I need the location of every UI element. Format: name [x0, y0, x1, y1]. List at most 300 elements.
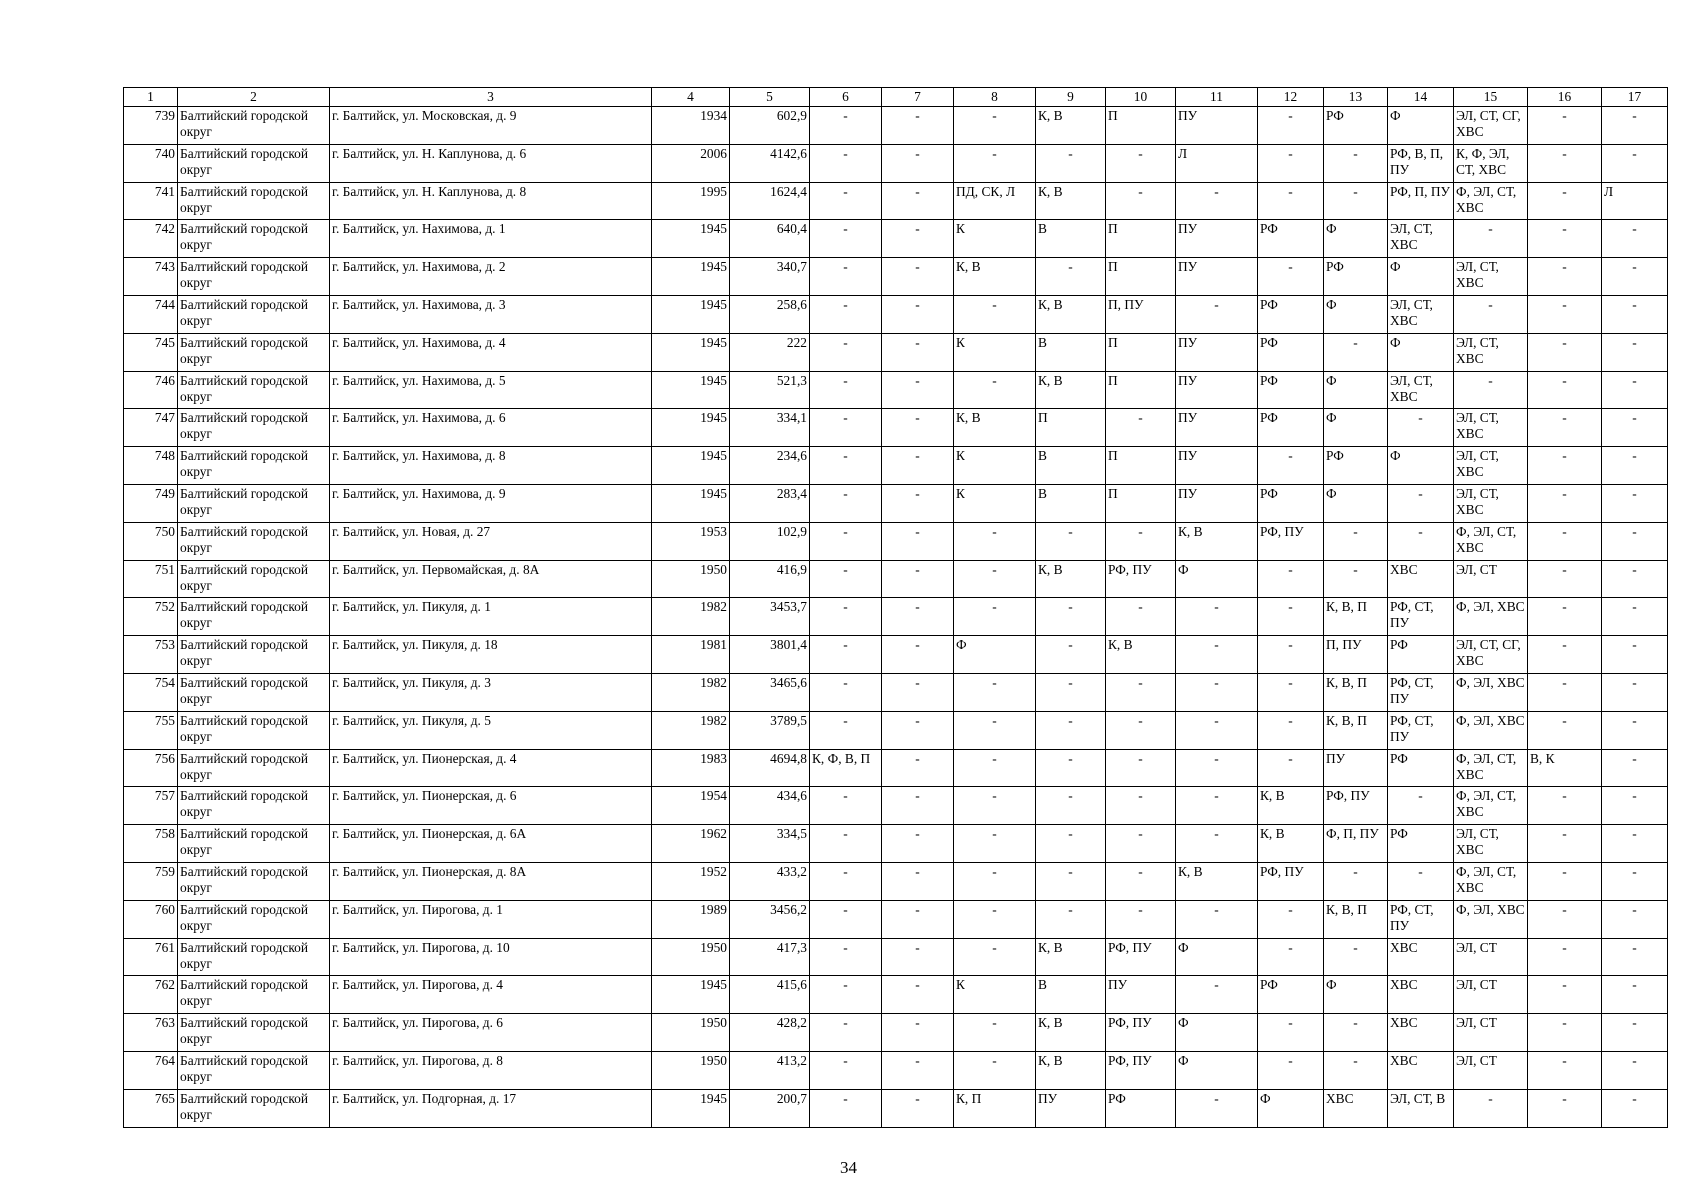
cell-col-12: - — [1258, 182, 1324, 220]
cell-col-11: ПУ — [1176, 107, 1258, 145]
cell-col-15: ЭЛ, СТ, ХВС — [1454, 258, 1528, 296]
cell-col-6: - — [810, 598, 882, 636]
cell-col-9: - — [1036, 598, 1106, 636]
cell-col-13: Ф — [1324, 220, 1388, 258]
cell-col-9: К, В — [1036, 371, 1106, 409]
cell-col-1: 753 — [124, 636, 178, 674]
cell-col-5: 640,4 — [730, 220, 810, 258]
cell-col-11: К, В — [1176, 522, 1258, 560]
cell-col-9: - — [1036, 900, 1106, 938]
cell-col-8: - — [954, 787, 1036, 825]
cell-col-2: Балтийский городской округ — [178, 1051, 330, 1089]
cell-col-15: Ф, ЭЛ, СТ, ХВС — [1454, 862, 1528, 900]
cell-col-2: Балтийский городской округ — [178, 862, 330, 900]
cell-col-11: - — [1176, 825, 1258, 863]
cell-col-17: - — [1602, 900, 1668, 938]
cell-col-14: ЭЛ, СТ, В — [1388, 1089, 1454, 1127]
cell-col-5: 434,6 — [730, 787, 810, 825]
cell-col-16: - — [1528, 598, 1602, 636]
cell-col-14: РФ, СТ, ПУ — [1388, 673, 1454, 711]
cell-col-9: - — [1036, 258, 1106, 296]
cell-col-16: - — [1528, 673, 1602, 711]
cell-col-11: Л — [1176, 144, 1258, 182]
cell-col-5: 1624,4 — [730, 182, 810, 220]
cell-col-1: 761 — [124, 938, 178, 976]
cell-col-3: г. Балтийск, ул. Пикуля, д. 18 — [330, 636, 652, 674]
cell-col-15: - — [1454, 295, 1528, 333]
cell-col-5: 3465,6 — [730, 673, 810, 711]
cell-col-6: - — [810, 522, 882, 560]
cell-col-12: - — [1258, 447, 1324, 485]
cell-col-9: - — [1036, 673, 1106, 711]
cell-col-12: - — [1258, 636, 1324, 674]
cell-col-17: - — [1602, 1014, 1668, 1052]
cell-col-2: Балтийский городской округ — [178, 673, 330, 711]
cell-col-1: 746 — [124, 371, 178, 409]
cell-col-10: РФ, ПУ — [1106, 938, 1176, 976]
cell-col-12: - — [1258, 938, 1324, 976]
cell-col-4: 1981 — [652, 636, 730, 674]
cell-col-1: 743 — [124, 258, 178, 296]
cell-col-11: - — [1176, 182, 1258, 220]
cell-col-16: - — [1528, 107, 1602, 145]
cell-col-9: - — [1036, 749, 1106, 787]
cell-col-12: РФ, ПУ — [1258, 862, 1324, 900]
cell-col-6: - — [810, 447, 882, 485]
cell-col-17: - — [1602, 862, 1668, 900]
cell-col-11: ПУ — [1176, 371, 1258, 409]
cell-col-4: 1983 — [652, 749, 730, 787]
cell-col-13: РФ — [1324, 258, 1388, 296]
cell-col-2: Балтийский городской округ — [178, 220, 330, 258]
cell-col-4: 1950 — [652, 1051, 730, 1089]
cell-col-14: ХВС — [1388, 560, 1454, 598]
cell-col-4: 1952 — [652, 862, 730, 900]
cell-col-15: Ф, ЭЛ, ХВС — [1454, 900, 1528, 938]
cell-col-14: ХВС — [1388, 1014, 1454, 1052]
cell-col-5: 200,7 — [730, 1089, 810, 1127]
cell-col-10: РФ, ПУ — [1106, 1051, 1176, 1089]
cell-col-4: 1982 — [652, 711, 730, 749]
cell-col-5: 340,7 — [730, 258, 810, 296]
cell-col-13: Ф — [1324, 976, 1388, 1014]
cell-col-8: - — [954, 900, 1036, 938]
cell-col-17: - — [1602, 258, 1668, 296]
column-header-16: 16 — [1528, 88, 1602, 107]
cell-col-9: К, В — [1036, 107, 1106, 145]
column-header-4: 4 — [652, 88, 730, 107]
cell-col-16: - — [1528, 711, 1602, 749]
column-header-12: 12 — [1258, 88, 1324, 107]
cell-col-8: К, П — [954, 1089, 1036, 1127]
cell-col-3: г. Балтийск, ул. Нахимова, д. 8 — [330, 447, 652, 485]
cell-col-3: г. Балтийск, ул. Нахимова, д. 5 — [330, 371, 652, 409]
table-row — [124, 220, 1668, 258]
cell-col-8: Ф — [954, 636, 1036, 674]
cell-col-16: - — [1528, 560, 1602, 598]
cell-col-5: 4142,6 — [730, 144, 810, 182]
cell-col-4: 1945 — [652, 1089, 730, 1127]
cell-col-4: 1945 — [652, 409, 730, 447]
table-row — [124, 787, 1668, 825]
cell-col-1: 756 — [124, 749, 178, 787]
cell-col-15: ЭЛ, СТ — [1454, 976, 1528, 1014]
cell-col-12: - — [1258, 1014, 1324, 1052]
cell-col-10: РФ, ПУ — [1106, 560, 1176, 598]
column-header-11: 11 — [1176, 88, 1258, 107]
cell-col-13: - — [1324, 522, 1388, 560]
cell-col-5: 3789,5 — [730, 711, 810, 749]
cell-col-7: - — [882, 220, 954, 258]
cell-col-12: - — [1258, 749, 1324, 787]
cell-col-14: - — [1388, 862, 1454, 900]
cell-col-5: 334,1 — [730, 409, 810, 447]
cell-col-16: - — [1528, 484, 1602, 522]
table-row — [124, 636, 1668, 674]
cell-col-6: - — [810, 107, 882, 145]
cell-col-17: - — [1602, 333, 1668, 371]
cell-col-17: - — [1602, 371, 1668, 409]
cell-col-14: РФ — [1388, 749, 1454, 787]
cell-col-12: РФ — [1258, 484, 1324, 522]
cell-col-3: г. Балтийск, ул. Пионерская, д. 8А — [330, 862, 652, 900]
cell-col-5: 283,4 — [730, 484, 810, 522]
cell-col-5: 428,2 — [730, 1014, 810, 1052]
cell-col-1: 760 — [124, 900, 178, 938]
cell-col-17: - — [1602, 560, 1668, 598]
cell-col-17: - — [1602, 976, 1668, 1014]
cell-col-8: - — [954, 938, 1036, 976]
cell-col-7: - — [882, 1089, 954, 1127]
cell-col-3: г. Балтийск, ул. Подгорная, д. 17 — [330, 1089, 652, 1127]
cell-col-11: - — [1176, 900, 1258, 938]
cell-col-2: Балтийский городской округ — [178, 295, 330, 333]
cell-col-16: - — [1528, 447, 1602, 485]
cell-col-16: - — [1528, 295, 1602, 333]
cell-col-15: К, Ф, ЭЛ, СТ, ХВС — [1454, 144, 1528, 182]
cell-col-4: 1945 — [652, 976, 730, 1014]
cell-col-13: Ф — [1324, 371, 1388, 409]
cell-col-14: РФ, П, ПУ — [1388, 182, 1454, 220]
cell-col-9: - — [1036, 522, 1106, 560]
cell-col-2: Балтийский городской округ — [178, 825, 330, 863]
cell-col-3: г. Балтийск, ул. Первомайская, д. 8А — [330, 560, 652, 598]
cell-col-10: - — [1106, 598, 1176, 636]
table-row — [124, 825, 1668, 863]
cell-col-10: П, ПУ — [1106, 295, 1176, 333]
cell-col-13: Ф — [1324, 484, 1388, 522]
cell-col-15: ЭЛ, СТ, ХВС — [1454, 333, 1528, 371]
cell-col-8: К — [954, 447, 1036, 485]
cell-col-1: 757 — [124, 787, 178, 825]
cell-col-17: - — [1602, 1089, 1668, 1127]
cell-col-3: г. Балтийск, ул. Пирогова, д. 6 — [330, 1014, 652, 1052]
cell-col-1: 748 — [124, 447, 178, 485]
cell-col-3: г. Балтийск, ул. Пирогова, д. 4 — [330, 976, 652, 1014]
cell-col-13: К, В, П — [1324, 900, 1388, 938]
cell-col-4: 2006 — [652, 144, 730, 182]
cell-col-12: - — [1258, 258, 1324, 296]
cell-col-13: - — [1324, 144, 1388, 182]
cell-col-15: ЭЛ, СТ — [1454, 560, 1528, 598]
cell-col-11: - — [1176, 749, 1258, 787]
cell-col-16: - — [1528, 1051, 1602, 1089]
cell-col-6: - — [810, 636, 882, 674]
cell-col-4: 1945 — [652, 220, 730, 258]
cell-col-9: - — [1036, 787, 1106, 825]
cell-col-1: 759 — [124, 862, 178, 900]
cell-col-1: 739 — [124, 107, 178, 145]
cell-col-8: - — [954, 295, 1036, 333]
cell-col-16: - — [1528, 409, 1602, 447]
cell-col-15: - — [1454, 1089, 1528, 1127]
cell-col-7: - — [882, 1051, 954, 1089]
cell-col-14: ЭЛ, СТ, ХВС — [1388, 220, 1454, 258]
cell-col-13: П, ПУ — [1324, 636, 1388, 674]
cell-col-13: К, В, П — [1324, 673, 1388, 711]
cell-col-5: 3801,4 — [730, 636, 810, 674]
cell-col-5: 521,3 — [730, 371, 810, 409]
column-header-7: 7 — [882, 88, 954, 107]
cell-col-9: В — [1036, 220, 1106, 258]
cell-col-12: РФ — [1258, 295, 1324, 333]
cell-col-7: - — [882, 144, 954, 182]
cell-col-14: ХВС — [1388, 976, 1454, 1014]
cell-col-14: РФ, СТ, ПУ — [1388, 598, 1454, 636]
cell-col-14: Ф — [1388, 447, 1454, 485]
cell-col-14: РФ, СТ, ПУ — [1388, 900, 1454, 938]
cell-col-14: ЭЛ, СТ, ХВС — [1388, 371, 1454, 409]
cell-col-1: 763 — [124, 1014, 178, 1052]
table-row — [124, 522, 1668, 560]
cell-col-17: - — [1602, 938, 1668, 976]
cell-col-7: - — [882, 598, 954, 636]
table-row — [124, 1051, 1668, 1089]
table-row — [124, 673, 1668, 711]
column-header-14: 14 — [1388, 88, 1454, 107]
table-header — [124, 88, 1668, 107]
cell-col-4: 1950 — [652, 1014, 730, 1052]
cell-col-9: П — [1036, 409, 1106, 447]
cell-col-10: П — [1106, 371, 1176, 409]
cell-col-13: Ф — [1324, 409, 1388, 447]
cell-col-17: - — [1602, 636, 1668, 674]
cell-col-1: 750 — [124, 522, 178, 560]
cell-col-5: 222 — [730, 333, 810, 371]
cell-col-2: Балтийский городской округ — [178, 900, 330, 938]
cell-col-8: - — [954, 107, 1036, 145]
cell-col-17: - — [1602, 144, 1668, 182]
cell-col-11: ПУ — [1176, 409, 1258, 447]
cell-col-13: - — [1324, 862, 1388, 900]
cell-col-7: - — [882, 673, 954, 711]
cell-col-2: Балтийский городской округ — [178, 144, 330, 182]
cell-col-6: - — [810, 560, 882, 598]
cell-col-12: - — [1258, 144, 1324, 182]
cell-col-5: 416,9 — [730, 560, 810, 598]
cell-col-9: ПУ — [1036, 1089, 1106, 1127]
cell-col-4: 1962 — [652, 825, 730, 863]
cell-col-10: К, В — [1106, 636, 1176, 674]
cell-col-12: - — [1258, 711, 1324, 749]
cell-col-5: 417,3 — [730, 938, 810, 976]
column-header-1: 1 — [124, 88, 178, 107]
table-row — [124, 182, 1668, 220]
cell-col-16: - — [1528, 825, 1602, 863]
cell-col-4: 1989 — [652, 900, 730, 938]
cell-col-10: - — [1106, 673, 1176, 711]
cell-col-1: 744 — [124, 295, 178, 333]
cell-col-11: - — [1176, 787, 1258, 825]
cell-col-2: Балтийский городской округ — [178, 1014, 330, 1052]
cell-col-9: - — [1036, 825, 1106, 863]
cell-col-4: 1945 — [652, 447, 730, 485]
cell-col-12: - — [1258, 900, 1324, 938]
cell-col-15: ЭЛ, СТ, СГ, ХВС — [1454, 107, 1528, 145]
table-row — [124, 938, 1668, 976]
cell-col-15: Ф, ЭЛ, ХВС — [1454, 598, 1528, 636]
cell-col-17: - — [1602, 711, 1668, 749]
page-number: 34 — [840, 1158, 857, 1177]
cell-col-15: ЭЛ, СТ — [1454, 1051, 1528, 1089]
cell-col-7: - — [882, 711, 954, 749]
cell-col-17: - — [1602, 447, 1668, 485]
cell-col-1: 764 — [124, 1051, 178, 1089]
cell-col-13: - — [1324, 333, 1388, 371]
cell-col-10: П — [1106, 447, 1176, 485]
cell-col-15: Ф, ЭЛ, СТ, ХВС — [1454, 182, 1528, 220]
cell-col-3: г. Балтийск, ул. Пирогова, д. 10 — [330, 938, 652, 976]
cell-col-6: - — [810, 409, 882, 447]
cell-col-2: Балтийский городской округ — [178, 938, 330, 976]
cell-col-15: ЭЛ, СТ — [1454, 1014, 1528, 1052]
cell-col-10: РФ — [1106, 1089, 1176, 1127]
cell-col-5: 258,6 — [730, 295, 810, 333]
cell-col-10: - — [1106, 182, 1176, 220]
cell-col-7: - — [882, 182, 954, 220]
cell-col-12: РФ — [1258, 333, 1324, 371]
cell-col-13: К, В, П — [1324, 598, 1388, 636]
cell-col-13: К, В, П — [1324, 711, 1388, 749]
table-row — [124, 484, 1668, 522]
cell-col-12: РФ — [1258, 976, 1324, 1014]
cell-col-9: В — [1036, 976, 1106, 1014]
cell-col-10: - — [1106, 787, 1176, 825]
cell-col-9: К, В — [1036, 938, 1106, 976]
cell-col-17: - — [1602, 1051, 1668, 1089]
cell-col-10: - — [1106, 522, 1176, 560]
cell-col-17: - — [1602, 825, 1668, 863]
cell-col-17: Л — [1602, 182, 1668, 220]
cell-col-11: - — [1176, 636, 1258, 674]
cell-col-9: К, В — [1036, 1014, 1106, 1052]
column-header-10: 10 — [1106, 88, 1176, 107]
cell-col-11: ПУ — [1176, 333, 1258, 371]
cell-col-16: - — [1528, 938, 1602, 976]
cell-col-14: РФ, СТ, ПУ — [1388, 711, 1454, 749]
cell-col-8: - — [954, 1014, 1036, 1052]
cell-col-6: - — [810, 295, 882, 333]
cell-col-16: - — [1528, 522, 1602, 560]
cell-col-4: 1950 — [652, 938, 730, 976]
table-row — [124, 862, 1668, 900]
column-header-3: 3 — [330, 88, 652, 107]
cell-col-5: 3453,7 — [730, 598, 810, 636]
cell-col-8: К — [954, 333, 1036, 371]
cell-col-14: РФ — [1388, 636, 1454, 674]
cell-col-1: 745 — [124, 333, 178, 371]
cell-col-3: г. Балтийск, ул. Пирогова, д. 1 — [330, 900, 652, 938]
cell-col-9: В — [1036, 484, 1106, 522]
cell-col-16: - — [1528, 900, 1602, 938]
cell-col-10: П — [1106, 220, 1176, 258]
cell-col-5: 4694,8 — [730, 749, 810, 787]
cell-col-15: Ф, ЭЛ, ХВС — [1454, 673, 1528, 711]
column-header-2: 2 — [178, 88, 330, 107]
cell-col-7: - — [882, 409, 954, 447]
cell-col-3: г. Балтийск, ул. Н. Каплунова, д. 8 — [330, 182, 652, 220]
cell-col-4: 1982 — [652, 673, 730, 711]
cell-col-11: - — [1176, 598, 1258, 636]
cell-col-5: 413,2 — [730, 1051, 810, 1089]
cell-col-11: - — [1176, 711, 1258, 749]
cell-col-13: - — [1324, 938, 1388, 976]
cell-col-8: ПД, СК, Л — [954, 182, 1036, 220]
cell-col-15: Ф, ЭЛ, СТ, ХВС — [1454, 522, 1528, 560]
cell-col-6: - — [810, 1089, 882, 1127]
cell-col-9: К, В — [1036, 295, 1106, 333]
cell-col-1: 755 — [124, 711, 178, 749]
table-row — [124, 1089, 1668, 1127]
table-row — [124, 258, 1668, 296]
cell-col-13: Ф — [1324, 295, 1388, 333]
cell-col-12: РФ — [1258, 409, 1324, 447]
cell-col-16: - — [1528, 144, 1602, 182]
cell-col-6: - — [810, 938, 882, 976]
cell-col-12: РФ — [1258, 220, 1324, 258]
cell-col-6: - — [810, 371, 882, 409]
table-row — [124, 144, 1668, 182]
cell-col-11: ПУ — [1176, 220, 1258, 258]
cell-col-10: П — [1106, 107, 1176, 145]
cell-col-15: ЭЛ, СТ, СГ, ХВС — [1454, 636, 1528, 674]
cell-col-15: Ф, ЭЛ, ХВС — [1454, 711, 1528, 749]
cell-col-4: 1950 — [652, 560, 730, 598]
cell-col-6: - — [810, 1051, 882, 1089]
cell-col-8: - — [954, 711, 1036, 749]
cell-col-7: - — [882, 976, 954, 1014]
cell-col-13: РФ, ПУ — [1324, 787, 1388, 825]
cell-col-13: ПУ — [1324, 749, 1388, 787]
cell-col-14: РФ — [1388, 825, 1454, 863]
cell-col-11: Ф — [1176, 1051, 1258, 1089]
table-row — [124, 447, 1668, 485]
cell-col-13: РФ — [1324, 447, 1388, 485]
cell-col-10: - — [1106, 900, 1176, 938]
column-header-17: 17 — [1602, 88, 1668, 107]
table-row — [124, 107, 1668, 145]
column-header-15: 15 — [1454, 88, 1528, 107]
cell-col-9: - — [1036, 862, 1106, 900]
cell-col-2: Балтийский городской округ — [178, 787, 330, 825]
cell-col-6: - — [810, 976, 882, 1014]
cell-col-1: 762 — [124, 976, 178, 1014]
cell-col-6: - — [810, 787, 882, 825]
cell-col-7: - — [882, 258, 954, 296]
cell-col-16: - — [1528, 220, 1602, 258]
cell-col-14: Ф — [1388, 107, 1454, 145]
cell-col-6: - — [810, 673, 882, 711]
